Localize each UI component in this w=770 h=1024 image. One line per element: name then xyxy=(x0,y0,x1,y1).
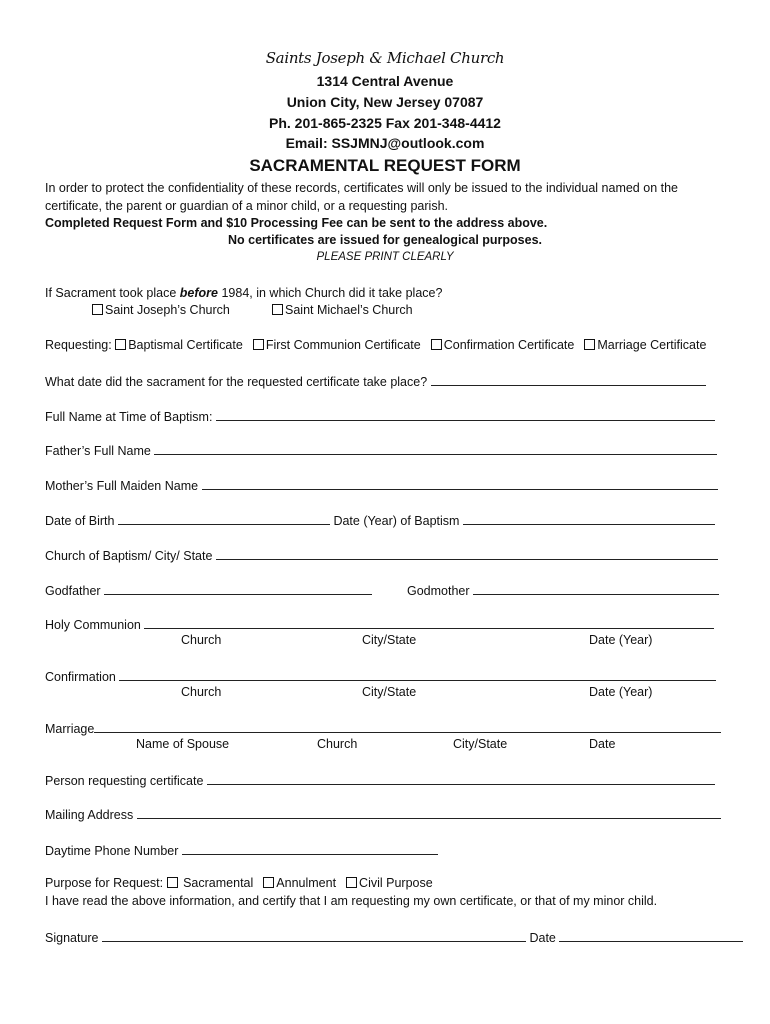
checkbox-baptismal[interactable] xyxy=(115,339,126,350)
label-confirmation: Confirmation Certificate xyxy=(443,338,575,352)
full-name-field[interactable] xyxy=(216,408,715,421)
checkbox-communion[interactable] xyxy=(253,339,264,350)
phone-field[interactable] xyxy=(182,842,438,855)
phone-label: Daytime Phone Number xyxy=(45,844,179,858)
opt-annulment[interactable] xyxy=(263,876,336,890)
signature-field[interactable] xyxy=(102,929,526,942)
certify-statement: I have read the above information, and certify that I am requesting my own certificate, or that of my minor child. xyxy=(45,894,658,908)
checkbox-annulment[interactable] xyxy=(263,877,274,888)
church-phone: Ph. 201-865-2325 Fax 201-348-4412 xyxy=(269,115,501,131)
q-emphasis: before xyxy=(179,286,218,300)
opt-confirmation[interactable] xyxy=(431,338,575,352)
mother-label: Mother’s Full Maiden Name xyxy=(45,479,199,493)
godmother-label: Godmother xyxy=(407,584,470,598)
marriage-spouse-sublabel: Name of Spouse xyxy=(136,737,230,751)
church-name: Saints Joseph & Michael Church xyxy=(265,49,505,67)
opt-communion[interactable] xyxy=(253,338,421,352)
mailing-row xyxy=(45,806,721,822)
father-field[interactable] xyxy=(154,442,717,455)
label-joseph: Saint Joseph’s Church xyxy=(105,303,230,317)
communion-city-sublabel: City/State xyxy=(362,633,417,647)
q-post: 1984, in which Church did it take place? xyxy=(218,286,443,300)
full-name-row xyxy=(45,408,715,424)
form-title: SACRAMENTAL REQUEST FORM xyxy=(249,156,521,175)
mailing-field[interactable] xyxy=(137,806,721,819)
confirmation-date-sublabel: Date (Year) xyxy=(589,685,653,699)
confirmation-church-sublabel: Church xyxy=(181,685,222,699)
church-option-michael[interactable] xyxy=(272,303,413,317)
confirmation-city-sublabel: City/State xyxy=(362,685,417,699)
checkbox-civil[interactable] xyxy=(346,877,357,888)
communion-row xyxy=(45,616,714,632)
signature-label: Signature xyxy=(45,931,99,945)
date-label: Date xyxy=(529,931,556,945)
person-requesting-row xyxy=(45,772,715,788)
church-address: 1314 Central Avenue xyxy=(316,73,454,89)
sacrament-date-row xyxy=(45,373,706,389)
requesting-label: Requesting: xyxy=(45,338,116,352)
communion-date-sublabel: Date (Year) xyxy=(589,633,653,647)
genealogy-notice: No certificates are issued for genealogical purposes. xyxy=(228,233,542,247)
sacrament-date-field[interactable] xyxy=(431,373,706,386)
label-sacramental: Sacramental xyxy=(183,876,254,890)
church-baptism-row xyxy=(45,547,718,563)
confirmation-label: Confirmation xyxy=(45,670,116,684)
communion-church-sublabel: Church xyxy=(181,633,222,647)
father-row xyxy=(45,442,717,458)
godmother-field[interactable] xyxy=(473,582,719,595)
label-annulment: Annulment xyxy=(276,876,337,890)
opt-civil[interactable] xyxy=(346,876,433,890)
communion-field[interactable] xyxy=(144,616,714,629)
mailing-label: Mailing Address xyxy=(45,808,134,822)
checkbox-joseph[interactable] xyxy=(92,304,103,315)
godfather-label: Godfather xyxy=(45,584,101,598)
label-communion: First Communion Certificate xyxy=(265,338,421,352)
intro-line-1: In order to protect the confidentiality of these records, certificates will only be issued to the individual named on the xyxy=(45,181,678,195)
godmother-row xyxy=(407,582,719,598)
purpose-row xyxy=(45,876,443,890)
label-civil: Civil Purpose xyxy=(359,876,433,890)
checkbox-sacramental[interactable] xyxy=(167,877,178,888)
checkbox-confirmation[interactable] xyxy=(431,339,442,350)
church-option-joseph[interactable] xyxy=(92,303,230,317)
date-field[interactable] xyxy=(559,929,743,942)
sacrament-date-label: What date did the sacrament for the requested certificate take place? xyxy=(45,375,428,389)
intro-line-2: certificate, the parent or guardian of a minor child, or a requesting parish. xyxy=(45,199,448,213)
person-requesting-field[interactable] xyxy=(207,772,715,785)
marriage-city-sublabel: City/State xyxy=(453,737,508,751)
mother-field[interactable] xyxy=(202,477,718,490)
opt-sacramental[interactable] xyxy=(167,876,254,890)
dob-row xyxy=(45,512,715,528)
marriage-field[interactable] xyxy=(94,720,721,733)
confirmation-row xyxy=(45,668,716,684)
dob-field[interactable] xyxy=(118,512,330,525)
confirmation-field[interactable] xyxy=(119,668,716,681)
print-clearly: PLEASE PRINT CLEARLY xyxy=(316,251,454,263)
opt-baptismal[interactable] xyxy=(115,338,243,352)
label-marriage: Marriage Certificate xyxy=(597,338,707,352)
checkbox-marriage[interactable] xyxy=(584,339,595,350)
q-pre: If Sacrament took place xyxy=(45,286,180,300)
church-email: Email: SSJMNJ@outlook.com xyxy=(285,135,485,151)
label-michael: Saint Michael’s Church xyxy=(285,303,413,317)
before-1984-question xyxy=(45,286,442,300)
phone-row xyxy=(45,842,438,858)
baptism-year-label: Date (Year) of Baptism xyxy=(333,514,460,528)
church-baptism-field[interactable] xyxy=(216,547,718,560)
person-requesting-label: Person requesting certificate xyxy=(45,774,204,788)
marriage-row xyxy=(45,720,721,736)
opt-marriage[interactable] xyxy=(584,338,706,352)
marriage-date-sublabel: Date xyxy=(589,737,616,751)
marriage-label: Marriage xyxy=(45,722,95,736)
church-city: Union City, New Jersey 07087 xyxy=(286,94,484,110)
signature-row xyxy=(45,929,743,945)
marriage-church-sublabel: Church xyxy=(317,737,358,751)
requesting-row xyxy=(45,338,706,352)
godfather-row xyxy=(45,582,372,598)
fee-notice: Completed Request Form and $10 Processing Fee can be sent to the address above. xyxy=(45,216,548,230)
baptism-year-field[interactable] xyxy=(463,512,715,525)
godfather-field[interactable] xyxy=(104,582,372,595)
label-baptismal: Baptismal Certificate xyxy=(128,338,243,352)
checkbox-michael[interactable] xyxy=(272,304,283,315)
church-baptism-label: Church of Baptism/ City/ State xyxy=(45,549,213,563)
father-label: Father’s Full Name xyxy=(45,444,151,458)
mother-row xyxy=(45,477,718,493)
communion-label: Holy Communion xyxy=(45,618,141,632)
full-name-label: Full Name at Time of Baptism: xyxy=(45,410,213,424)
purpose-label: Purpose for Request: xyxy=(45,876,167,890)
dob-label: Date of Birth xyxy=(45,514,115,528)
